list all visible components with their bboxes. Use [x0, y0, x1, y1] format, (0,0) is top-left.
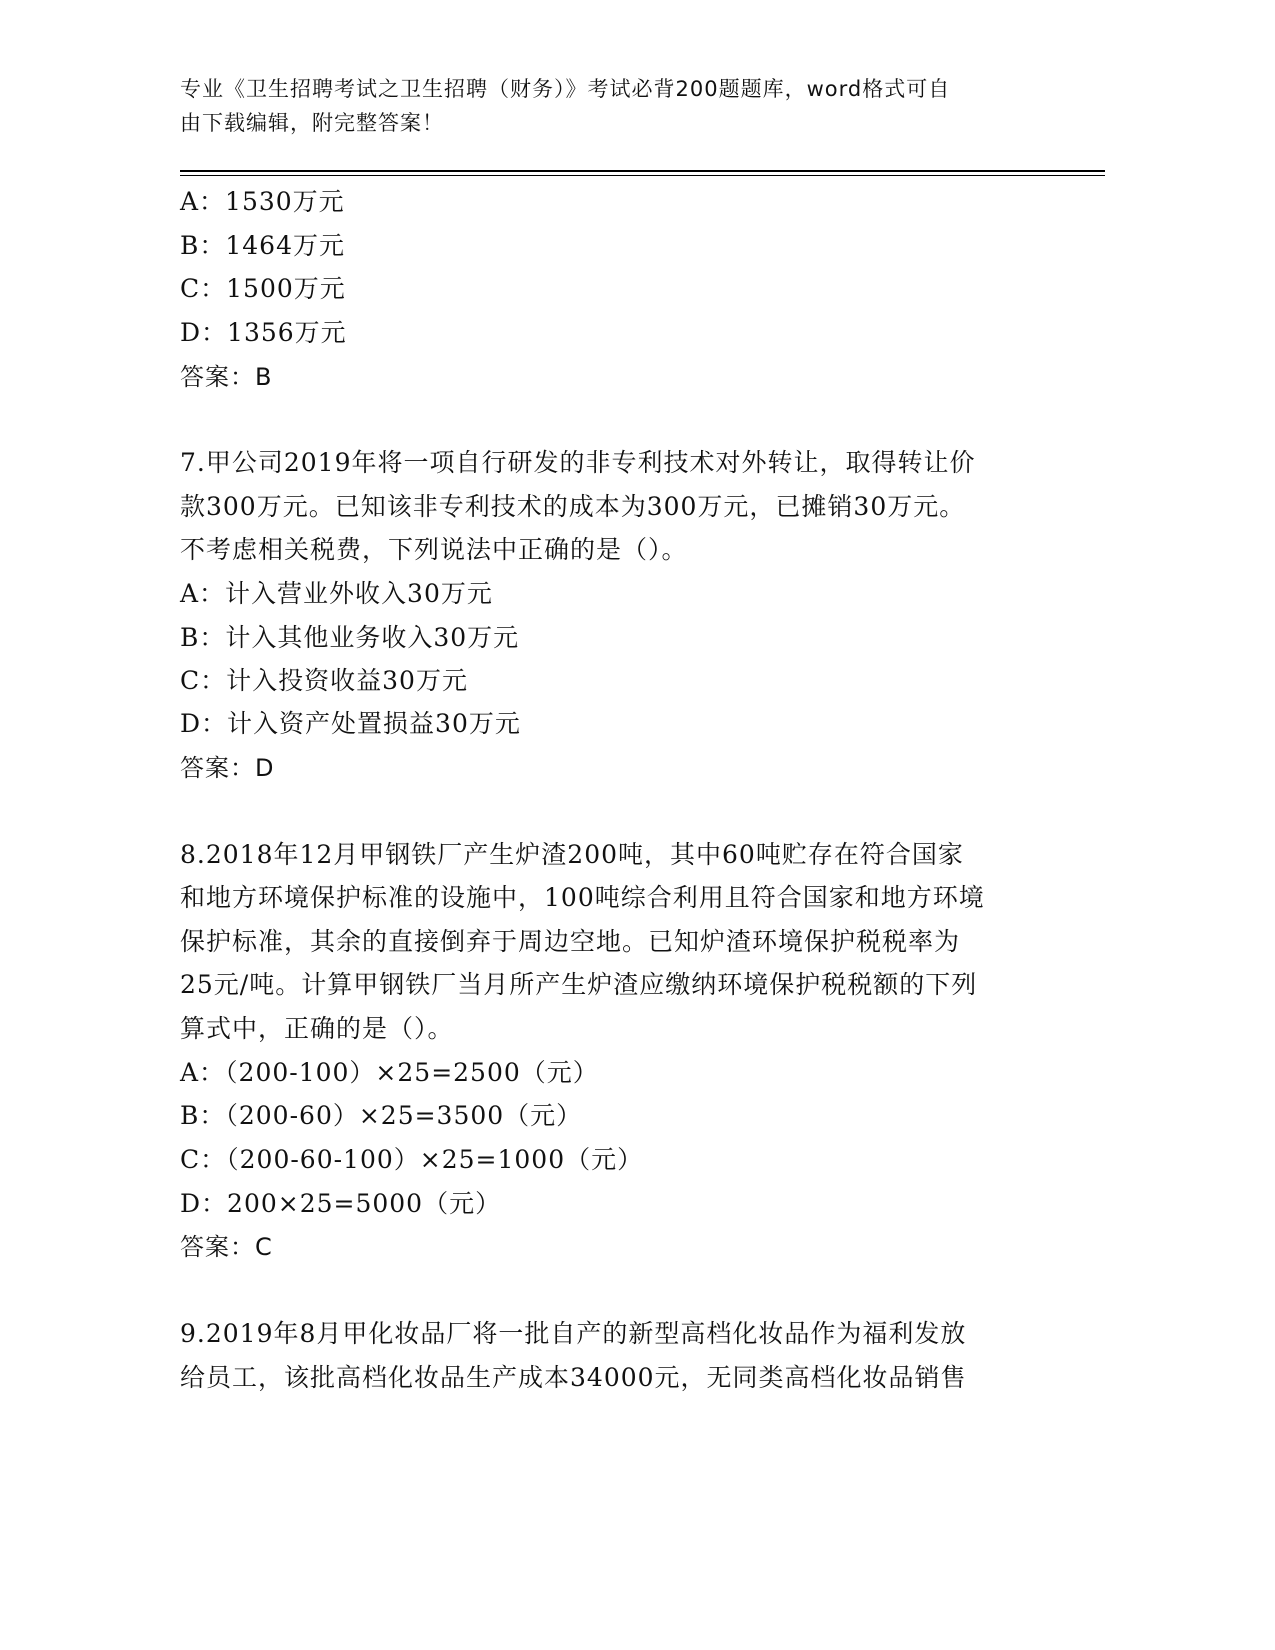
option: C：（200-60-100）×25=1000（元）: [180, 1145, 644, 1174]
question-line: 9.2019年8月甲化妆品厂将一批自产的新型高档化妆品作为福利发放: [180, 1319, 967, 1348]
option: D：200×25=5000（元）: [180, 1189, 502, 1218]
question-line: 保护标准，其余的直接倒弃于周边空地。已知炉渣环境保护税税率为: [180, 927, 961, 956]
header-line: 专业《卫生招聘考试之卫生招聘（财务）》考试必背200题题库，word格式可自: [180, 77, 951, 101]
question-line: 给员工，该批高档化妆品生产成本34000元，无同类高档化妆品销售: [180, 1363, 967, 1392]
option: D：1356万元: [180, 318, 347, 347]
question-line: 不考虑相关税费，下列说法中正确的是（）。: [180, 535, 688, 564]
answer: 答案：C: [180, 1233, 273, 1261]
question-line: 25元/吨。计算甲钢铁厂当月所产生炉渣应缴纳环境保护税税额的下列: [180, 970, 978, 999]
divider: [180, 170, 1105, 172]
option: C：计入投资收益30万元: [180, 666, 468, 695]
option: C：1500万元: [180, 274, 346, 303]
answer: 答案：B: [180, 363, 273, 391]
question-line: 7.甲公司2019年将一项自行研发的非专利技术对外转让，取得转让价: [180, 448, 976, 477]
question-line: 算式中，正确的是（）。: [180, 1014, 454, 1043]
option: A：计入营业外收入30万元: [180, 579, 493, 608]
option: D：计入资产处置损益30万元: [180, 709, 521, 738]
option: B：计入其他业务收入30万元: [180, 623, 520, 652]
option: A：1530万元: [180, 187, 345, 216]
question-line: 款300万元。已知该非专利技术的成本为300万元，已摊销30万元。: [180, 492, 966, 521]
option: B：1464万元: [180, 231, 345, 260]
option: A：（200-100）×25=2500（元）: [180, 1058, 599, 1087]
answer: 答案：D: [180, 754, 275, 782]
question-line: 和地方环境保护标准的设施中，100吨综合利用且符合国家和地方环境: [180, 883, 985, 912]
header-line: 由下载编辑，附完整答案！: [180, 111, 444, 135]
divider: [180, 175, 1105, 176]
option: B：（200-60）×25=3500（元）: [180, 1101, 583, 1130]
question-line: 8.2018年12月甲钢铁厂产生炉渣200吨，其中60吨贮存在符合国家: [180, 840, 964, 869]
